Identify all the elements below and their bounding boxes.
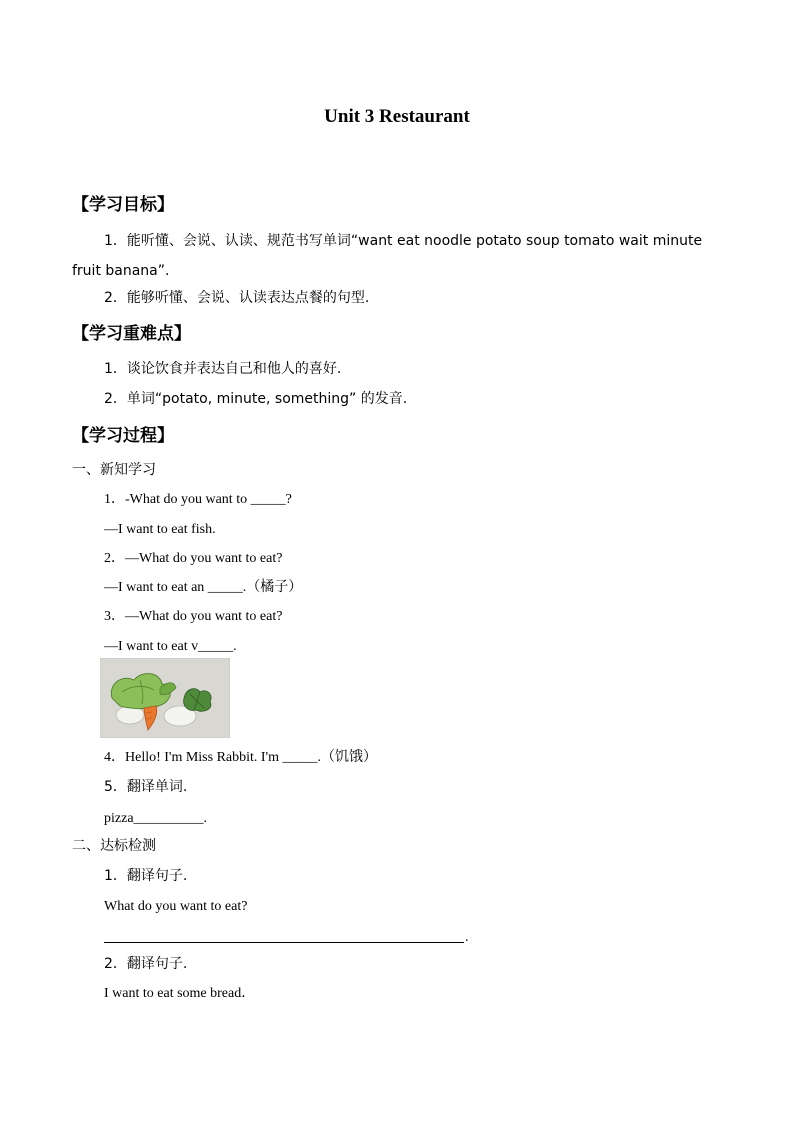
question-2: 2．—What do you want to eat? bbox=[104, 551, 283, 566]
part1-title: 一、新知学习 bbox=[72, 462, 156, 478]
section-heading-key-points: 【学习重难点】 bbox=[72, 324, 191, 344]
question-3: 3．—What do you want to eat? bbox=[104, 609, 283, 624]
test-2: 2．翻译句子. bbox=[104, 956, 188, 972]
key-point-1: 1．谈论饮食并表达自己和他人的喜好. bbox=[104, 361, 342, 377]
answer-line[interactable] bbox=[104, 942, 464, 943]
goal-item-2: 2．能够听懂、会说、认读表达点餐的句型. bbox=[104, 290, 370, 306]
test-1: 1．翻译句子. bbox=[104, 868, 188, 884]
question-2-answer: —I want to eat an _____.（橘子） bbox=[104, 580, 303, 595]
question-5: 5．翻译单词. bbox=[104, 779, 188, 795]
question-5-word: pizza__________. bbox=[104, 811, 208, 826]
question-3-answer: —I want to eat v_____. bbox=[104, 639, 237, 654]
vegetables-illustration bbox=[100, 658, 230, 738]
test-1-sentence: What do you want to eat? bbox=[104, 899, 248, 914]
page-title: Unit 3 Restaurant bbox=[324, 106, 470, 127]
goal-item-1-line1: 1．能听懂、会说、认读、规范书写单词“want eat noodle potato soup tomato wait minute bbox=[104, 233, 703, 249]
key-point-2: 2．单词“potato, minute, something” 的发音. bbox=[104, 391, 408, 407]
part2-title: 二、达标检测 bbox=[72, 838, 156, 854]
question-4: 4．Hello! I'm Miss Rabbit. I'm _____.（饥饿） bbox=[104, 750, 377, 765]
answer-line-period: . bbox=[465, 930, 469, 945]
question-1-answer: —I want to eat fish. bbox=[104, 522, 216, 537]
goal-item-1-line2: fruit banana”. bbox=[72, 263, 170, 279]
section-heading-process: 【学习过程】 bbox=[72, 426, 174, 446]
question-1: 1．-What do you want to _____? bbox=[104, 492, 292, 507]
section-heading-goals: 【学习目标】 bbox=[72, 195, 174, 215]
test-2-sentence: I want to eat some bread． bbox=[104, 986, 256, 1001]
